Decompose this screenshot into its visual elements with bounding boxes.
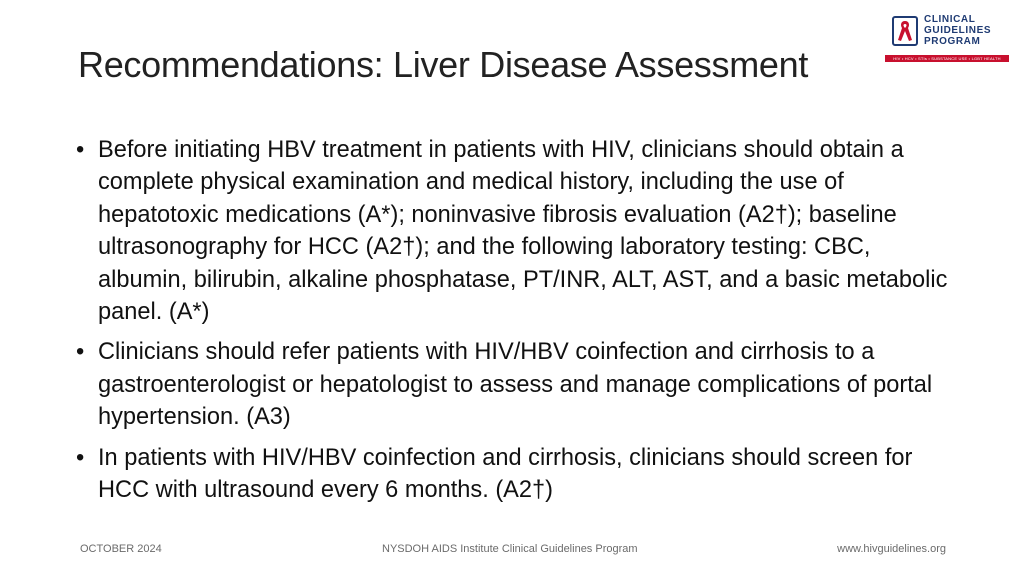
bullet-text: In patients with HIV/HBV coinfection and cirrhosis, clinicians should screen for HCC with ultrasound every 6 months. (A2†) [98,444,913,504]
footer-date: OCTOBER 2024 [80,543,162,555]
bullet-icon: • [76,339,85,366]
list-item [74,134,954,328]
bullet-text: Before initiating HBV treatment in patients with HIV, clinicians should obtain a complete physical examination and medical history, including the use of hepatotoxic medications (A*); noninvasive fibrosis evaluation (A2†); baseline ultrasonography for HCC (A2†); and the following laboratory testing: CBC, albumin, bilirubin, alkaline phosphatase, PT/INR, ALT, AST, and a basic metabolic panel. (A*) [98,137,948,326]
footer-url: www.hivguidelines.org [837,543,946,555]
logo-line-3: PROGRAM [924,36,981,47]
logo-tagline-bar: HIV • HCV • STIs • SUBSTANCE USE • LGBT HEALTH [885,55,1009,62]
logo-line-1: CLINICAL [924,14,976,25]
logo-wordmark [924,14,1010,47]
red-ribbon-icon [894,18,916,44]
bullet-icon: • [76,444,85,471]
bullet-text: Clinicians should refer patients with HIV/HBV coinfection and cirrhosis to a gastroenterologist or hepatologist to assess and manage complications of portal hypertension. (A3) [98,339,933,431]
clinical-guidelines-program-logo [884,12,1010,68]
bullet-icon: • [76,137,85,163]
footer-program: NYSDOH AIDS Institute Clinical Guidelines Program [382,543,638,555]
logo-badge [892,16,918,46]
logo-line-2: GUIDELINES [924,25,992,36]
recommendations-list [74,134,954,514]
slide-title: Recommendations: Liver Disease Assessment [78,44,809,85]
list-item [74,336,954,433]
list-item [74,442,954,507]
